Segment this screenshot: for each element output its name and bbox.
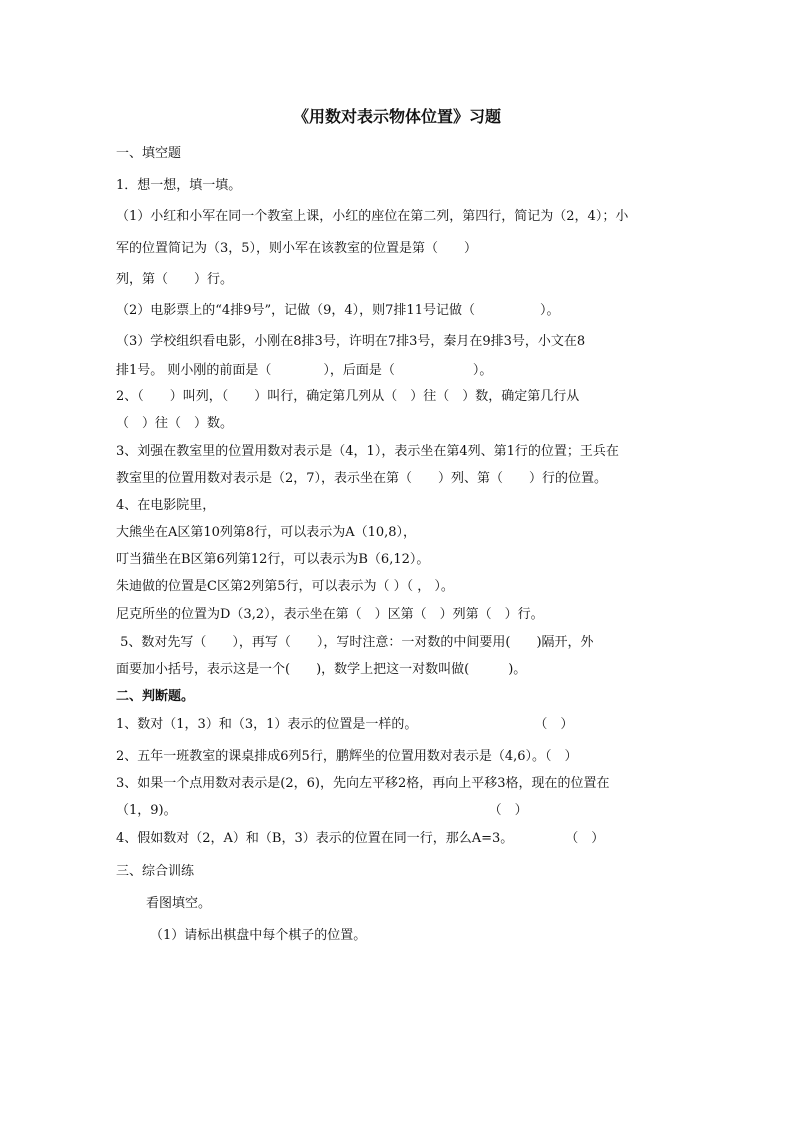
question-1-1-line-b: 军的位置简记为（3，5），则小军在该教室的位置是第（ ） bbox=[116, 241, 478, 256]
practice-instruction: 看图填空。 bbox=[146, 896, 212, 911]
question-1-1-line-c: 列，第（ ）行。 bbox=[116, 272, 234, 287]
section-heading-practice: 三、综合训练 bbox=[116, 864, 195, 879]
practice-item-1: （1）请标出棋盘中每个棋子的位置。 bbox=[150, 928, 367, 943]
question-4-item-a: 大熊坐在A区第10列第8行，可以表示为A（10,8）， bbox=[116, 525, 417, 540]
judgment-3-line-b: （1，9)。 （ ） bbox=[116, 803, 528, 818]
section-heading-judgment: 二、判断题。 bbox=[116, 689, 195, 704]
judgment-2: 2、五年一班教室的课桌排成6列5行，鹏辉坐的位置用数对表示是（4,6）。（ ） bbox=[116, 749, 578, 764]
question-4-item-d: 尼克所坐的位置为D（3,2），表示坐在第（ ）区第（ ）列第（ ）行。 bbox=[116, 607, 544, 622]
question-5-line-a: 5、数对先写（ ），再写（ ），写时注意：一对数的中间要用( )隔开，外 bbox=[116, 635, 594, 650]
question-1-3-line-a: （3）学校组织看电影，小刚在8排3号，许明在7排3号，秦月在9排3号，小文在8 bbox=[116, 334, 586, 349]
question-1-1-line-a: （1）小红和小军在同一个教室上课，小红的座位在第二列，第四行，简记为（2，4）；小 bbox=[116, 209, 629, 224]
question-2-line-b: （ ）往（ ）数。 bbox=[116, 416, 234, 431]
question-3-line-a: 3、刘强在教室里的位置用数对表示是（4，1），表示坐在第4列、第1行的位置；王兵在 bbox=[116, 444, 619, 459]
question-4: 4、在电影院里， bbox=[116, 498, 216, 513]
question-1-2: （2）电影票上的“4排9号”，记做（9，4），则7排11号记做（ ）。 bbox=[116, 303, 560, 318]
question-1: 1．想一想，填一填。 bbox=[116, 178, 242, 193]
judgment-1: 1、数对（1，3）和（3，1）表示的位置是一样的。 （ ） bbox=[116, 717, 574, 732]
question-4-item-b: 叮当猫坐在B区第6列第12行，可以表示为B（6,12）。 bbox=[116, 552, 430, 567]
question-3-line-b: 教室里的位置用数对表示是（2，7），表示坐在第（ ）列、第（ ）行的位置。 bbox=[116, 471, 608, 486]
section-heading-fill-in: 一、填空题 bbox=[116, 146, 182, 161]
question-2-line-a: 2、（ ）叫列，（ ）叫行，确定第几列从（ ）往（ ）数，确定第几行从 bbox=[116, 389, 580, 404]
judgment-3-line-a: 3、如果一个点用数对表示是(2，6)，先向左平移2格，再向上平移3格，现在的位置在 bbox=[116, 776, 610, 791]
judgment-4: 4、假如数对（2，A）和（B，3）表示的位置在同一行，那么A=3。 （ ） bbox=[116, 831, 605, 846]
worksheet-title: 《用数对表示物体位置》习题 bbox=[292, 107, 501, 126]
question-4-item-c: 朱迪做的位置是C区第2列第5行，可以表示为（ ）（ ， ）。 bbox=[116, 579, 454, 594]
question-5-line-b: 面要加小括号，表示这是一个( )，数学上把这一对数叫做( )。 bbox=[116, 662, 527, 677]
question-1-3-line-b: 排1号。 则小刚的前面是（ ），后面是（ ）。 bbox=[116, 363, 493, 378]
